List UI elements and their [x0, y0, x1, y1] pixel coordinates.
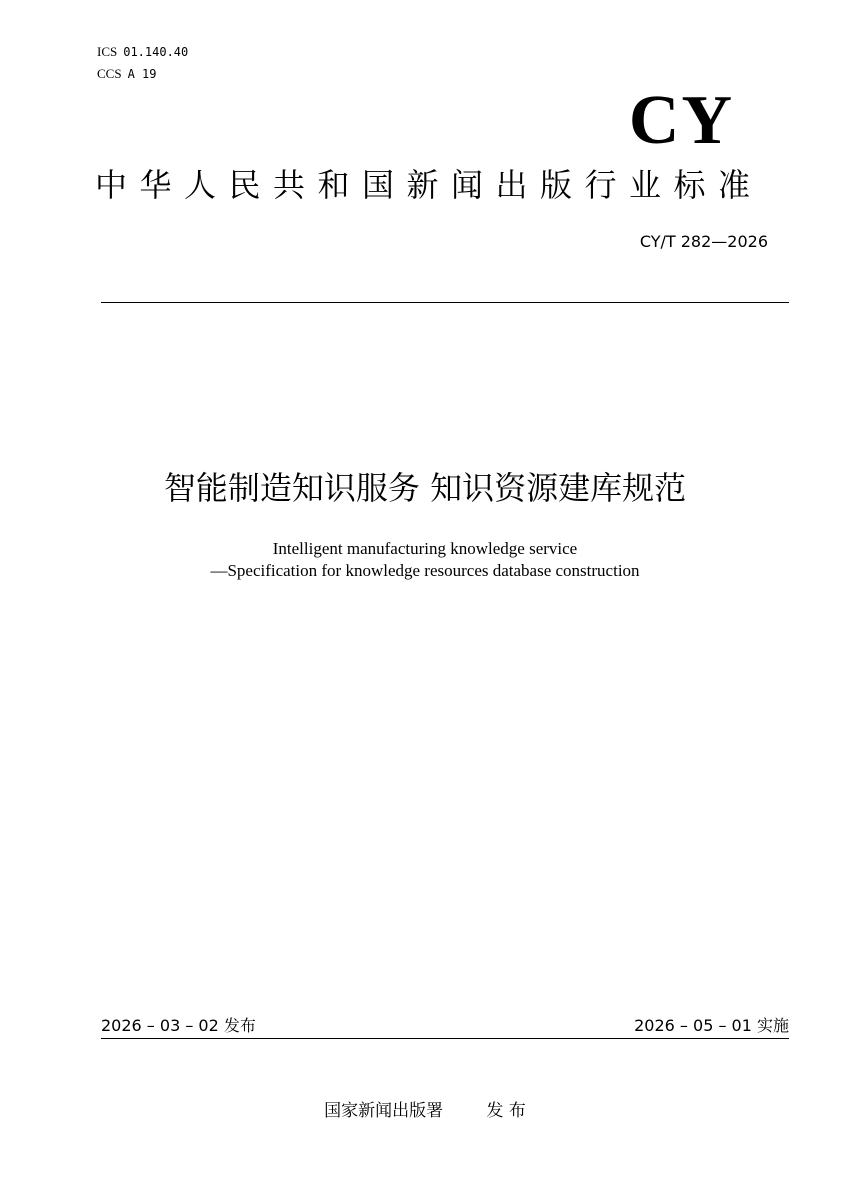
title-en-line-1: Intelligent manufacturing knowledge service [272, 539, 578, 558]
publisher-line [0, 1100, 850, 1122]
ccs-line [97, 63, 188, 85]
top-divider [101, 302, 789, 303]
ccs-label: CCS [97, 66, 122, 81]
ics-label: ICS [97, 44, 118, 59]
cy-logo: CY [628, 82, 734, 159]
document-title-cn: 智能制造知识服务 知识资源建库规范 [163, 469, 687, 507]
issue-date: 2026 – 03 – 02 发布 [101, 1016, 256, 1035]
document-title-en [0, 538, 850, 582]
implementation-date: 2026 – 05 – 01 实施 [634, 1016, 789, 1035]
publisher-name: 国家新闻出版署 [324, 1101, 444, 1121]
bottom-divider [101, 1038, 789, 1039]
organization-title: 中华人民共和国新闻出版行业标准 [95, 166, 763, 204]
ccs-value: A 19 [127, 67, 157, 81]
standard-number: CY/T 282—2026 [639, 232, 768, 251]
ics-line [97, 41, 188, 63]
publish-action: 发 布 [486, 1101, 526, 1121]
ics-value: 01.140.40 [123, 45, 189, 59]
title-en-line-2: —Specification for knowledge resources database construction [210, 561, 640, 580]
date-row [101, 1016, 789, 1038]
classification-codes [97, 41, 188, 85]
